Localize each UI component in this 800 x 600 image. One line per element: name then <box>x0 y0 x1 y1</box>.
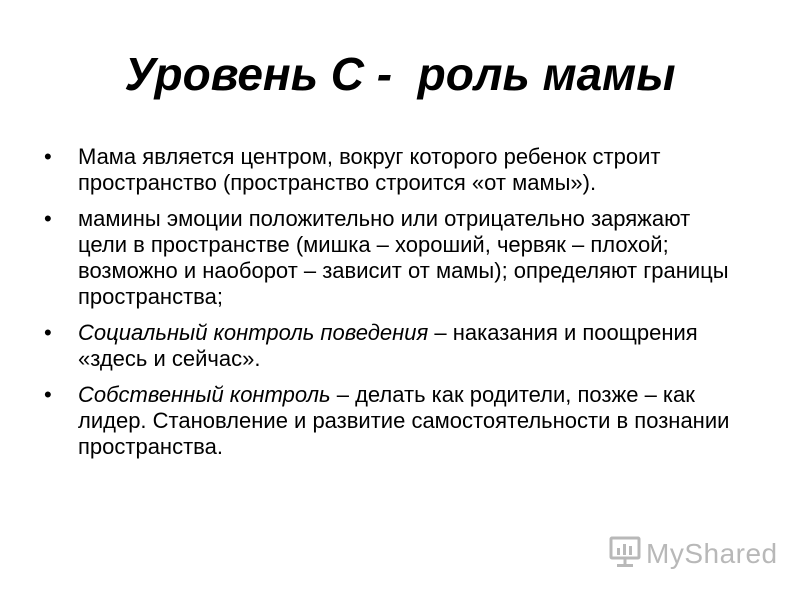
bullet-lead: Собственный контроль <box>78 382 331 407</box>
watermark-text: MyShared <box>646 538 778 569</box>
bullet-item <box>44 206 744 310</box>
bullet-text: мамины эмоции положительно или отрицательно заряжают цели в пространстве (мишка – хороший, червяк – плохой; возможно и наоборот – зависит от мамы); определяют границы пространства; <box>78 206 729 309</box>
bullet-item <box>44 144 744 196</box>
bullet-separator: – <box>428 320 453 345</box>
presentation-board-icon <box>608 535 646 574</box>
bullet-item <box>44 320 744 372</box>
slide-title: Уровень С - роль мамы <box>124 48 676 100</box>
bullet-dot: • <box>44 144 52 169</box>
bullet-text: делать как родители, позже – как лидер. Становление и развитие самостоятельности в познании пространства. <box>78 382 730 459</box>
bullet-lead: Социальный контроль поведения <box>78 320 429 345</box>
bullet-list <box>44 144 744 470</box>
bullet-item <box>44 382 744 460</box>
bullet-dot: • <box>44 320 52 345</box>
bullet-dot: • <box>44 206 52 231</box>
bullet-text: наказания и поощрения «здесь и сейчас». <box>78 320 698 371</box>
bullet-dot: • <box>44 382 52 407</box>
bullet-separator: – <box>330 382 356 407</box>
bullet-text: Мама является центром, вокруг которого ребенок строит пространство (пространство строится «от мамы»). <box>78 144 661 195</box>
watermark-logo <box>608 536 778 572</box>
